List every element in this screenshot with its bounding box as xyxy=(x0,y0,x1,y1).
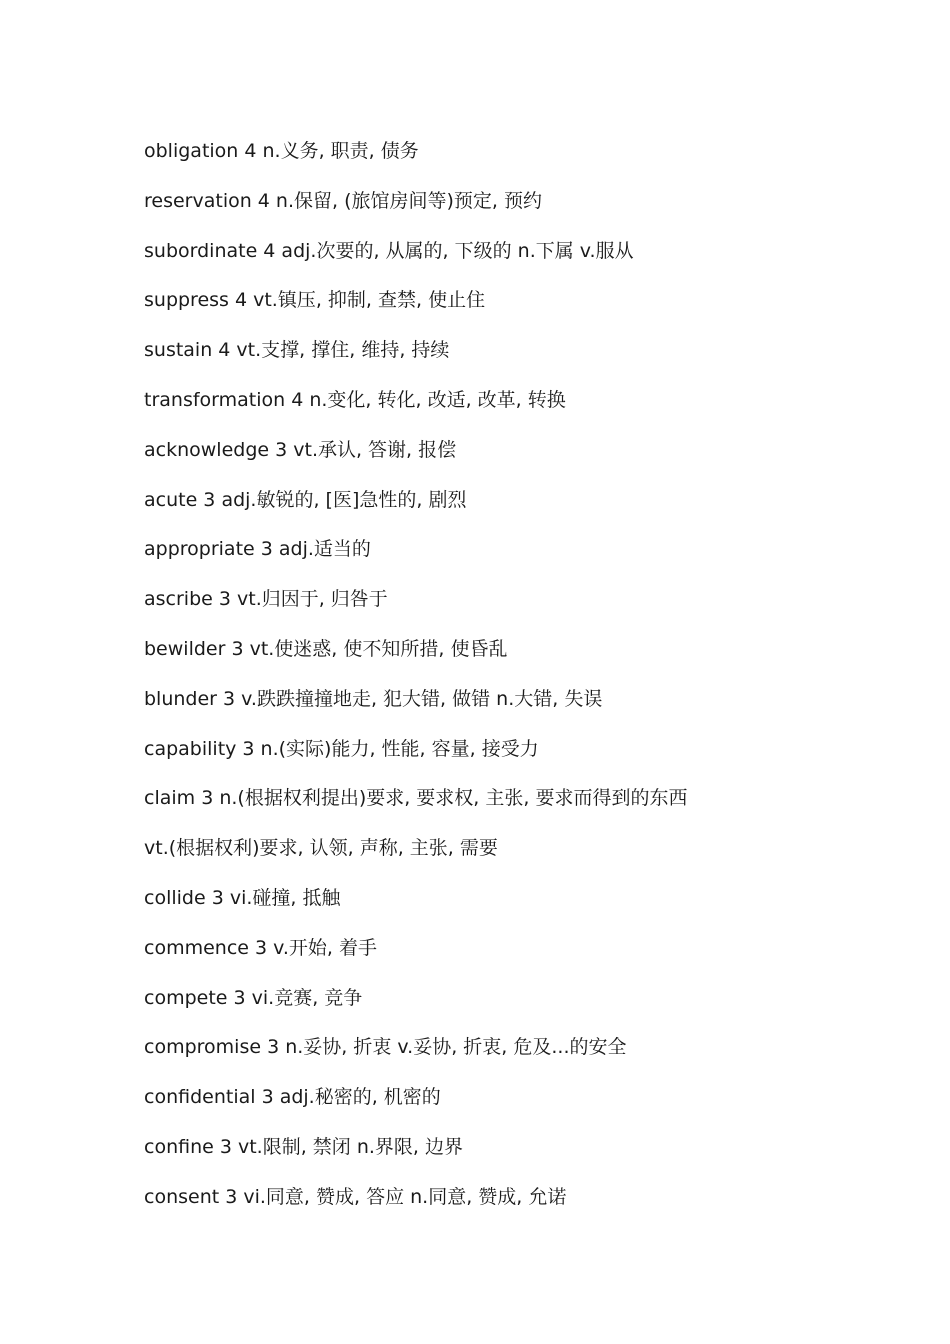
vocabulary-entry: bewilder 3 vt.使迷惑, 使不知所措, 使昏乱 xyxy=(144,637,508,660)
vocabulary-entry: transformation 4 n.变化, 转化, 改适, 改革, 转换 xyxy=(144,388,566,411)
vocabulary-entry: commence 3 v.开始, 着手 xyxy=(144,936,378,959)
vocabulary-entry: confine 3 vt.限制, 禁闭 n.界限, 边界 xyxy=(144,1135,463,1158)
vocabulary-entry: consent 3 vi.同意, 赞成, 答应 n.同意, 赞成, 允诺 xyxy=(144,1185,567,1208)
vocabulary-entry: suppress 4 vt.镇压, 抑制, 查禁, 使止住 xyxy=(144,289,486,312)
vocabulary-entry: appropriate 3 adj.适当的 xyxy=(144,538,371,561)
vocabulary-entry-continuation: vt.(根据权利)要求, 认领, 声称, 主张, 需要 xyxy=(144,837,498,860)
vocabulary-entry: blunder 3 v.跌跌撞撞地走, 犯大错, 做错 n.大错, 失误 xyxy=(144,687,603,710)
vocabulary-entry: sustain 4 vt.支撑, 撑住, 维持, 持续 xyxy=(144,339,450,362)
vocabulary-entry: subordinate 4 adj.次要的, 从属的, 下级的 n.下属 v.服从 xyxy=(144,239,634,262)
vocabulary-entry: compete 3 vi.竞赛, 竞争 xyxy=(144,986,363,1009)
vocabulary-entry: compromise 3 n.妥协, 折衷 v.妥协, 折衷, 危及...的安全 xyxy=(144,1036,627,1059)
vocabulary-entry: acknowledge 3 vt.承认, 答谢, 报偿 xyxy=(144,438,457,461)
vocabulary-entry: reservation 4 n.保留, (旅馆房间等)预定, 预约 xyxy=(144,189,542,212)
vocabulary-entry: ascribe 3 vt.归因于, 归咎于 xyxy=(144,588,388,611)
vocabulary-list xyxy=(144,138,687,1234)
vocabulary-entry: capability 3 n.(实际)能力, 性能, 容量, 接受力 xyxy=(144,737,539,760)
vocabulary-entry: collide 3 vi.碰撞, 抵触 xyxy=(144,886,341,909)
vocabulary-entry: obligation 4 n.义务, 职责, 债务 xyxy=(144,140,419,162)
vocabulary-entry: confidential 3 adj.秘密的, 机密的 xyxy=(144,1086,441,1109)
vocabulary-entry: acute 3 adj.敏锐的, [医]急性的, 剧烈 xyxy=(144,488,467,511)
vocabulary-entry: claim 3 n.(根据权利提出)要求, 要求权, 主张, 要求而得到的东西 xyxy=(144,787,688,810)
